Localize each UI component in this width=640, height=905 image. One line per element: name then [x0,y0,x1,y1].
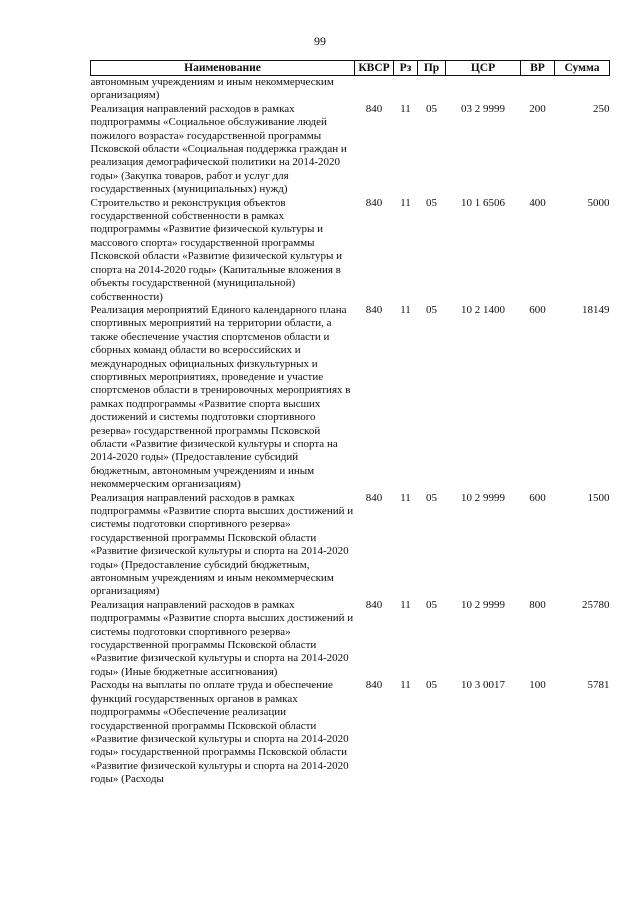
row-name: Реализация направлений расходов в рамках подпрограммы «Развитие спорта высших достижений и системы подготовки спортивного резерва» государственной программы Псковской области «Развитие физической культуры и спорта на 2014-2020 годы» (Предоставление субсидий бюджетным, автономным учреждениям и иным некоммерческим организациям) [90,491,354,598]
row-vr: 600 [529,491,546,504]
table-row [91,599,610,679]
row-csr: 10 2 9999 [461,491,505,504]
row-vr: 100 [529,679,546,692]
row-pr: 05 [426,598,437,611]
header-sum: Сумма [555,61,610,76]
row-kvsr: 840 [365,598,383,611]
header-kvsr: КВСР [355,61,394,76]
row-rz: 11 [400,491,411,504]
row-name: Строительство и реконструкция объектов государственной собственности в рамках подпрограммы «Развитие физической культуры и массового спорта» государственной программы Псковской области «Развитие физической культуры и спорта на 2014-2020 годы» (Капитальные вложения в объекты государственной (муниципальной) собственности) [90,196,343,303]
header-rz: Рз [394,61,418,76]
row-kvsr: 840 [365,491,383,504]
table-row [91,679,610,786]
continuation-text: автономным учреждениям и иным некоммерческим организациям) [90,76,334,102]
row-sum: 5781 [587,679,610,692]
row-pr: 05 [426,679,437,692]
row-kvsr: 840 [365,102,383,115]
row-sum: 250 [593,102,610,115]
row-rz: 11 [400,102,411,115]
row-rz: 11 [400,598,411,611]
page-number: 99 [314,34,326,48]
row-kvsr: 840 [365,303,383,316]
row-vr: 200 [529,102,546,115]
row-rz: 11 [400,196,411,209]
row-rz: 11 [400,679,411,692]
row-csr: 10 3 0017 [461,679,505,692]
budget-table [90,60,610,787]
header-csr: ЦСР [446,61,521,76]
table-row [91,304,610,492]
row-sum: 1500 [587,491,610,504]
row-name: Реализация направлений расходов в рамках подпрограммы «Социальное обслуживание людей пожилого возраста» государственной программы Псковской области «Социальная поддержка граждан и реализация демографической политики на 2014-2020 годы» (Закупка товаров, работ и услуг для государственных (муниципальных) нужд) [90,102,347,196]
row-pr: 05 [426,196,437,209]
row-sum: 5000 [587,196,610,209]
row-csr: 03 2 9999 [461,102,505,115]
row-sum: 25780 [582,598,610,611]
table-row [91,197,610,304]
table-row [91,492,610,599]
row-csr: 10 1 6506 [461,196,505,209]
row-name: Расходы на выплаты по оплате труда и обеспечение функций государственных органов в рамках подпрограммы «Обеспечение реализации государственной программы Псковской области «Развитие физической культуры и спорта на 2014-2020 годы» государственной программы Псковской области «Развитие физической культуры и спорта на 2014-2020 годы» (Расходы [90,679,349,786]
row-csr: 10 2 9999 [461,598,505,611]
row-kvsr: 840 [365,679,383,692]
row-sum: 18149 [582,303,610,316]
table-row [91,103,610,197]
row-vr: 800 [529,598,546,611]
row-pr: 05 [426,491,437,504]
row-csr: 10 2 1400 [461,303,505,316]
row-pr: 05 [426,303,437,316]
header-pr: Пр [418,61,446,76]
header-vr: ВР [521,61,555,76]
row-kvsr: 840 [365,196,383,209]
row-vr: 600 [529,303,546,316]
row-pr: 05 [426,102,437,115]
continuation-row [91,76,610,103]
header-name: Наименование [91,61,355,76]
row-name: Реализация мероприятий Единого календарного плана спортивных мероприятий на территории области, а также обеспечение участия спортсменов области и сборных команд области во всероссийских и международных официальных физкультурных и спортивных мероприятиях, проведение и участие спортсменов области в тренировочных мероприятиях в рамках подпрограммы «Развитие спорта высших достижений и системы подготовки спортивного резерва» государственной программы Псковской области «Развитие физической культуры и спорта на 2014-2020 годы» (Предоставление субсидий бюджетным, автономным учреждениям и иным некоммерческим организациям) [90,303,351,491]
row-vr: 400 [529,196,546,209]
row-rz: 11 [400,303,411,316]
table-header-row [91,61,610,76]
row-name: Реализация направлений расходов в рамках подпрограммы «Развитие спорта высших достижений и системы подготовки спортивного резерва» государственной программы Псковской области «Развитие физической культуры и спорта на 2014-2020 годы» (Иные бюджетные ассигнования) [90,598,354,678]
